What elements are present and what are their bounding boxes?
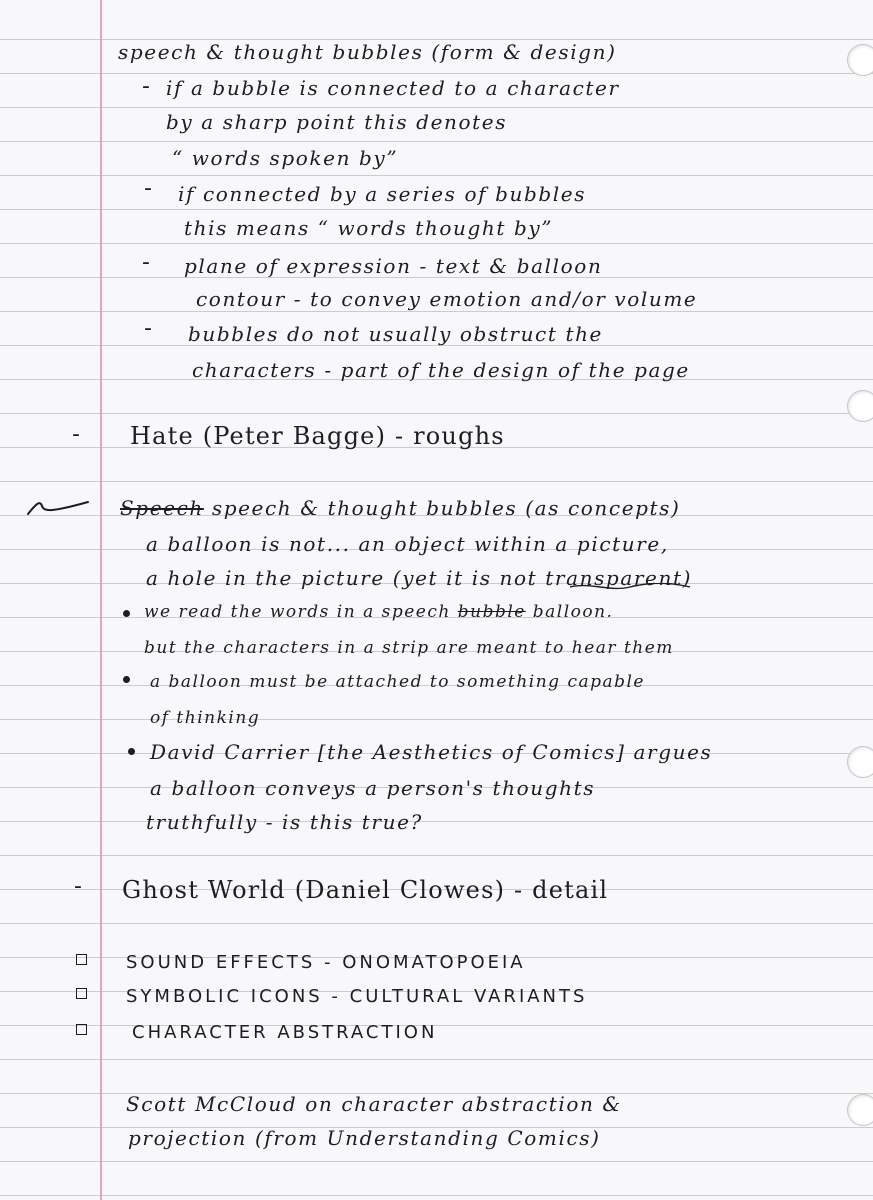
note-line: but the characters in a strip are meant to hear them [144,638,674,658]
dash-marker: - [74,874,82,899]
struck-word: Speech [120,496,204,520]
checkbox-icon [76,1024,87,1035]
note-heading: speech & thought bubbles (form & design) [118,40,617,64]
bullet-dot [123,676,130,683]
bullet-dot [128,748,135,755]
checkbox-icon [76,988,87,999]
note-line: by a sharp point this denotes [166,110,508,134]
note-line: this means “ words thought by” [184,216,554,240]
note-line: a balloon is not... an object within a picture, [146,532,669,556]
note-line: projection (from Understanding Comics) [128,1126,601,1150]
note-line: contour - to convey emotion and/or volume [196,287,698,311]
punch-hole [847,1094,873,1126]
note-line: plane of expression - text & balloon [184,254,603,278]
note-line: a balloon conveys a person's thoughts [150,776,596,800]
line-part: we read the words in a speech [144,602,451,622]
checklist-item: CHARACTER ABSTRACTION [132,1022,438,1043]
note-line: Scott McCloud on character abstraction & [126,1092,622,1116]
punch-hole [847,746,873,778]
note-line: David Carrier [the Aesthetics of Comics] argues [150,740,713,764]
note-line [144,602,613,622]
bullet-dot [123,610,130,617]
tick-mark-icon [22,496,92,522]
note-heading: Ghost World (Daniel Clowes) - detail [122,876,609,904]
note-line: characters - part of the design of the page [192,358,690,382]
dash-marker: - [142,250,150,275]
checklist-item: SYMBOLIC ICONS - CULTURAL VARIANTS [126,986,588,1007]
note-line: a balloon must be attached to something capable [150,672,645,692]
note-line: “ words spoken by” [172,146,399,170]
note-line: bubbles do not usually obstruct the [188,322,603,346]
note-heading [120,496,680,520]
scribble-underline [570,583,690,593]
checklist-item: SOUND EFFECTS - ONOMATOPOEIA [126,952,526,973]
note-line: of thinking [150,708,261,728]
dash-marker: - [144,176,152,201]
dash-marker: - [144,316,152,341]
struck-word: bubble [457,602,526,622]
note-line: truthfully - is this true? [146,810,423,834]
note-line: if connected by a series of bubbles [178,182,587,206]
punch-hole [847,390,873,422]
checkbox-icon [76,954,87,965]
note-line: if a bubble is connected to a character [166,76,620,100]
heading-text: speech & thought bubbles (as concepts) [211,496,681,520]
note-line: a hole in the picture (yet it is not transparent) [146,566,692,590]
dash-marker: - [142,74,150,99]
note-heading: Hate (Peter Bagge) - roughs [130,422,505,450]
line-part: balloon. [532,602,614,622]
dash-marker: - [72,422,80,447]
punch-hole [847,44,873,76]
margin-line [100,0,102,1200]
